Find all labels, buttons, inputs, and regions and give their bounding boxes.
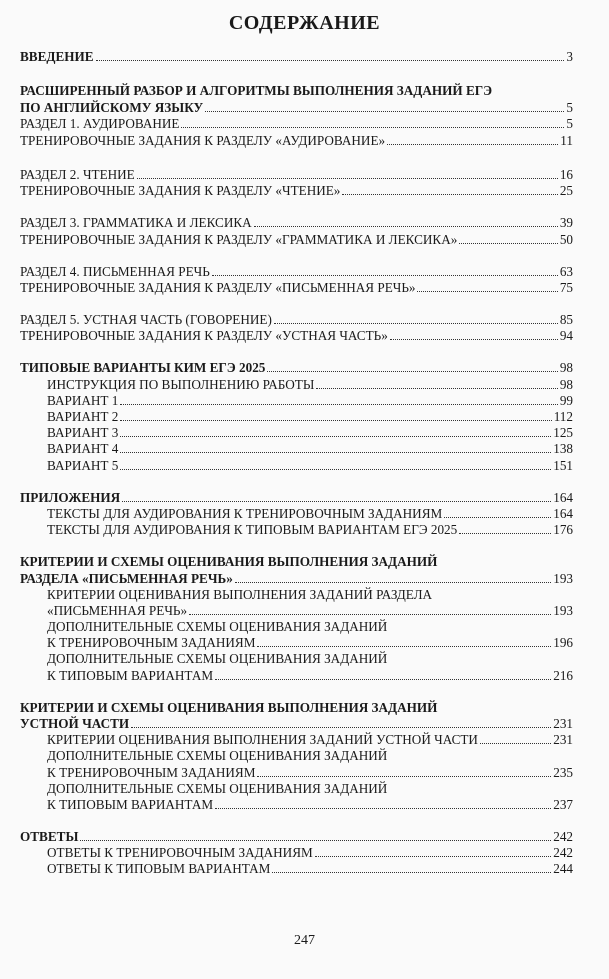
toc-entry-analysis-line1: РАСШИРЕННЫЙ РАЗБОР И АЛГОРИТМЫ ВЫПОЛНЕНИЯ ЗАДАНИЙ ЕГЭ	[20, 83, 493, 98]
toc-entry-answers-variants: ОТВЕТЫ К ТИПОВЫМ ВАРИАНТАМ 244	[47, 861, 573, 876]
toc-entry-cw2: К ТРЕНИРОВОЧНЫМ ЗАДАНИЯМ 196	[47, 635, 573, 650]
toc-entry-variant-1: ВАРИАНТ 1 99	[47, 393, 573, 408]
toc-entry-intro: ВВЕДЕНИЕ 3	[20, 49, 573, 64]
toc-entry-co2: К ТРЕНИРОВОЧНЫМ ЗАДАНИЯМ 235	[47, 765, 573, 780]
toc-entry-section-4-training: ТРЕНИРОВОЧНЫЕ ЗАДАНИЯ К РАЗДЕЛУ «ПИСЬМЕННАЯ РЕЧЬ» 75	[20, 280, 573, 295]
toc-entry-variant-3: ВАРИАНТ 3 125	[47, 425, 573, 440]
toc-entry-appendix-2: ТЕКСТЫ ДЛЯ АУДИРОВАНИЯ К ТИПОВЫМ ВАРИАНТАМ ЕГЭ 2025 176	[47, 522, 573, 537]
toc-entry-answers-training: ОТВЕТЫ К ТРЕНИРОВОЧНЫМ ЗАДАНИЯМ 242	[47, 845, 573, 860]
toc-entry-co3-line1: ДОПОЛНИТЕЛЬНЫЕ СХЕМЫ ОЦЕНИВАНИЯ ЗАДАНИЙ	[47, 781, 388, 796]
toc-entry-section-3: РАЗДЕЛ 3. ГРАММАТИКА И ЛЕКСИКА 39	[20, 215, 573, 230]
toc-entry-cw3-line1: ДОПОЛНИТЕЛЬНЫЕ СХЕМЫ ОЦЕНИВАНИЯ ЗАДАНИЙ	[47, 651, 388, 666]
toc-entry-section-4: РАЗДЕЛ 4. ПИСЬМЕННАЯ РЕЧЬ 63	[20, 264, 573, 279]
toc-entry-analysis: ПО АНГЛИЙСКОМУ ЯЗЫКУ 5	[20, 100, 573, 115]
toc-entry-variant-2: ВАРИАНТ 2 112	[47, 409, 573, 424]
toc-entry-instructions: ИНСТРУКЦИЯ ПО ВЫПОЛНЕНИЮ РАБОТЫ 98	[47, 377, 573, 392]
toc-entry-criteria-oral: УСТНОЙ ЧАСТИ 231	[20, 716, 573, 731]
toc-entry-answers: ОТВЕТЫ 242	[20, 829, 573, 844]
page-title: СОДЕРЖАНИЕ	[228, 12, 381, 34]
toc-entry-co2-line1: ДОПОЛНИТЕЛЬНЫЕ СХЕМЫ ОЦЕНИВАНИЯ ЗАДАНИЙ	[47, 748, 388, 763]
toc-entry-variants: ТИПОВЫЕ ВАРИАНТЫ КИМ ЕГЭ 2025 98	[20, 360, 573, 375]
toc-entry-appendix-1: ТЕКСТЫ ДЛЯ АУДИРОВАНИЯ К ТРЕНИРОВОЧНЫМ ЗАДАНИЯМ 164	[47, 506, 573, 521]
toc-entry-criteria-writing-line1: КРИТЕРИИ И СХЕМЫ ОЦЕНИВАНИЯ ВЫПОЛНЕНИЯ ЗАДАНИЙ	[20, 554, 438, 569]
toc-entry-section-5-training: ТРЕНИРОВОЧНЫЕ ЗАДАНИЯ К РАЗДЕЛУ «УСТНАЯ ЧАСТЬ» 94	[20, 328, 573, 343]
toc-entry-variant-5: ВАРИАНТ 5 151	[47, 458, 573, 473]
toc-entry-section-2-training: ТРЕНИРОВОЧНЫЕ ЗАДАНИЯ К РАЗДЕЛУ «ЧТЕНИЕ» 25	[20, 183, 573, 198]
toc-entry-section-3-training: ТРЕНИРОВОЧНЫЕ ЗАДАНИЯ К РАЗДЕЛУ «ГРАММАТИКА И ЛЕКСИКА» 50	[20, 232, 573, 247]
toc-entry-appendices: ПРИЛОЖЕНИЯ 164	[20, 490, 573, 505]
toc-entry-section-5: РАЗДЕЛ 5. УСТНАЯ ЧАСТЬ (ГОВОРЕНИЕ) 85	[20, 312, 573, 327]
toc-entry-section-1: РАЗДЕЛ 1. АУДИРОВАНИЕ 5	[20, 116, 573, 131]
toc-entry-cw3: К ТИПОВЫМ ВАРИАНТАМ 216	[47, 668, 573, 683]
toc-entry-cw1-line1: КРИТЕРИИ ОЦЕНИВАНИЯ ВЫПОЛНЕНИЯ ЗАДАНИЙ РАЗДЕЛА	[47, 587, 433, 602]
toc-entry-criteria-writing: РАЗДЕЛА «ПИСЬМЕННАЯ РЕЧЬ» 193	[20, 571, 573, 586]
toc-entry-co1: КРИТЕРИИ ОЦЕНИВАНИЯ ВЫПОЛНЕНИЯ ЗАДАНИЙ УСТНОЙ ЧАСТИ 231	[47, 732, 573, 747]
toc-entry-variant-4: ВАРИАНТ 4 138	[47, 441, 573, 456]
toc-entry-co3: К ТИПОВЫМ ВАРИАНТАМ 237	[47, 797, 573, 812]
toc-entry-section-1-training: ТРЕНИРОВОЧНЫЕ ЗАДАНИЯ К РАЗДЕЛУ «АУДИРОВАНИЕ» 11	[20, 133, 573, 148]
toc-entry-cw2-line1: ДОПОЛНИТЕЛЬНЫЕ СХЕМЫ ОЦЕНИВАНИЯ ЗАДАНИЙ	[47, 619, 388, 634]
toc-entry-section-2: РАЗДЕЛ 2. ЧТЕНИЕ 16	[20, 167, 573, 182]
page-number: 247	[294, 933, 315, 948]
toc-entry-criteria-oral-line1: КРИТЕРИИ И СХЕМЫ ОЦЕНИВАНИЯ ВЫПОЛНЕНИЯ ЗАДАНИЙ	[20, 700, 438, 715]
toc-entry-cw1: «ПИСЬМЕННАЯ РЕЧЬ» 193	[47, 603, 573, 618]
